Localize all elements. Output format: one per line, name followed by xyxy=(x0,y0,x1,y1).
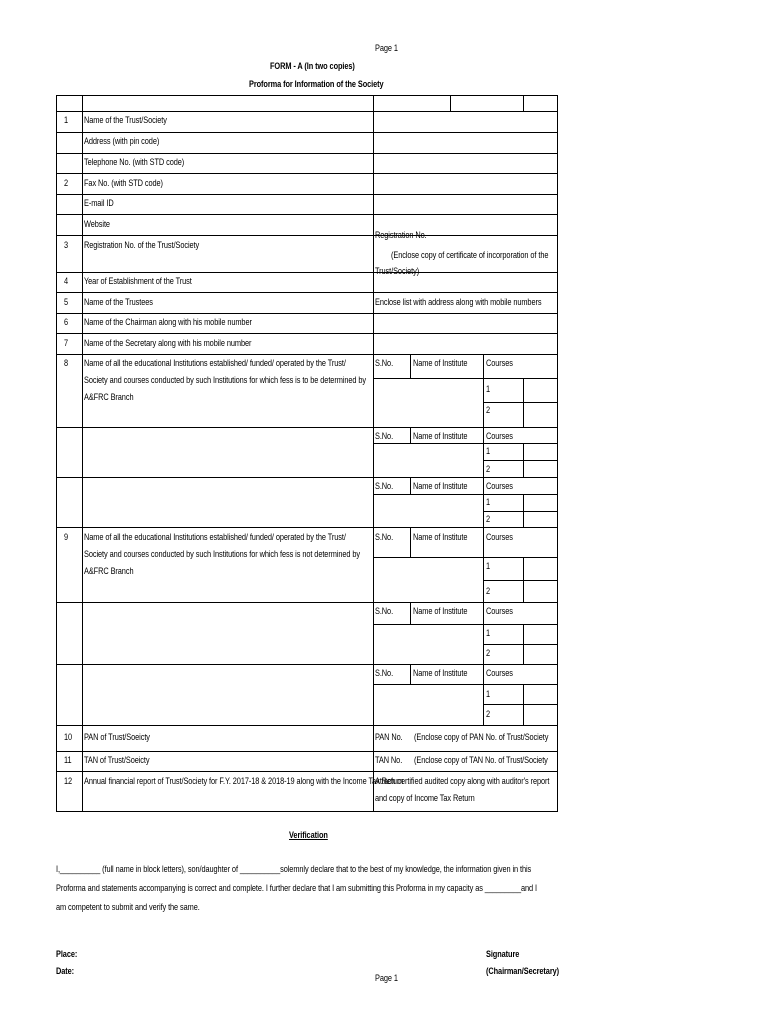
row-5-value: Enclose list with address along with mobile numbers xyxy=(375,297,542,307)
row-4-number: 4 xyxy=(64,276,69,286)
row-8-label: Name of all the educational Institutions established/ funded/ operated by the Trust/ Society and courses conducted by such Institutions for which fess is to be determined by A&FRC Branch xyxy=(84,358,366,402)
sno-header: S.No. xyxy=(375,606,394,616)
registration-note-end: Trust/Society) xyxy=(375,266,420,276)
row-9-label: Name of all the educational Institutions established/ funded/ operated by the Trust/ Society and courses conducted by such Institutions for which fess is not determined by A&FRC Branch xyxy=(84,532,361,576)
courses-header: Courses xyxy=(486,358,513,368)
row-7-number: 7 xyxy=(64,338,69,348)
institute-name-header: Name of Institute xyxy=(413,431,468,441)
row-8-number: 8 xyxy=(64,358,69,368)
courses-header: Courses xyxy=(486,481,513,491)
courses-header: Courses xyxy=(486,606,513,616)
pan-note: (Enclose copy of PAN No. of Trust/Society xyxy=(414,732,549,742)
date-label: Date: xyxy=(56,966,75,976)
row-2-label: Fax No. (with STD code) xyxy=(84,178,163,188)
institute-name-header: Name of Institute xyxy=(413,358,468,368)
course-1: 1 xyxy=(486,561,491,571)
institute-name-header: Name of Institute xyxy=(413,668,468,678)
course-1: 1 xyxy=(486,384,491,394)
course-2: 2 xyxy=(486,586,491,596)
signatory-role: (Chairman/Secretary) xyxy=(486,966,560,976)
course-2: 2 xyxy=(486,514,491,524)
address-label: Address (with pin code) xyxy=(84,136,160,146)
registration-no-text: Registration No. xyxy=(375,230,427,240)
sno-header: S.No. xyxy=(375,668,394,678)
page-number-bottom: Page 1 xyxy=(375,973,398,983)
telephone-label: Telephone No. (with STD code) xyxy=(84,157,185,167)
row-10-number: 10 xyxy=(64,732,73,742)
row-4-label: Year of Establishment of the Trust xyxy=(84,276,192,286)
institute-name-header: Name of Institute xyxy=(413,481,468,491)
page-number-top: Page 1 xyxy=(375,43,398,53)
row-5-number: 5 xyxy=(64,297,69,307)
sno-header: S.No. xyxy=(375,431,394,441)
course-1: 1 xyxy=(486,446,491,456)
row-11-number: 11 xyxy=(64,755,72,765)
sno-header: S.No. xyxy=(375,481,394,491)
row-1-number: 1 xyxy=(64,115,69,125)
row-3-label: Registration No. of the Trust/Society xyxy=(84,240,200,250)
course-1: 1 xyxy=(486,689,491,699)
courses-header: Courses xyxy=(486,668,513,678)
row-7-label: Name of the Secretary along with his mobile number xyxy=(84,338,252,348)
website-label: Website xyxy=(84,219,110,229)
row-3-value-clip xyxy=(374,230,556,276)
row-3-number: 3 xyxy=(64,240,69,250)
row-6-label: Name of the Chairman along with his mobile number xyxy=(84,317,252,327)
tan-prefix: TAN No. xyxy=(375,755,403,765)
pan-prefix: PAN No. xyxy=(375,732,403,742)
row-12-value: Attach certified audited copy along with auditor's report and copy of Income Tax Return xyxy=(375,776,550,803)
row-12-number: 12 xyxy=(64,776,73,786)
row-2-number: 2 xyxy=(64,178,69,188)
row-1-label: Name of the Trust/Society xyxy=(84,115,167,125)
courses-header: Courses xyxy=(486,532,513,542)
verification-title: Verification xyxy=(289,830,328,840)
sno-header: S.No. xyxy=(375,358,394,368)
course-2: 2 xyxy=(486,648,491,658)
institute-name-header: Name of Institute xyxy=(413,532,468,542)
course-1: 1 xyxy=(486,628,491,638)
courses-header: Courses xyxy=(486,431,513,441)
course-2: 2 xyxy=(486,709,491,719)
row-11-label: TAN of Trust/Soeicty xyxy=(84,755,150,765)
form-title: FORM - A (In two copies) xyxy=(270,61,355,71)
course-2: 2 xyxy=(486,464,491,474)
row-5-label: Name of the Trustees xyxy=(84,297,153,307)
row-6-number: 6 xyxy=(64,317,69,327)
row-12-label: Annual financial report of Trust/Society for F.Y. 2017-18 & 2018-19 along with the Income Tax Return xyxy=(84,776,404,786)
course-2: 2 xyxy=(486,405,491,415)
sno-header: S.No. xyxy=(375,532,394,542)
verification-body: I,__________ (full name in block letters), son/daughter of __________solemnly declare that to the best of my knowledge, the information given in this Proforma and statements accompanying is correct and complete. I further declare that I am submitting this Proforma in my capacity as _________and I am competent to submit and verify the same. xyxy=(56,864,538,912)
form-subtitle: Proforma for Information of the Society xyxy=(249,79,384,89)
row-9-number: 9 xyxy=(64,532,69,542)
course-1: 1 xyxy=(486,497,491,507)
email-label: E-mail ID xyxy=(84,198,114,208)
signature-label: Signature xyxy=(486,949,520,959)
row-10-label: PAN of Trust/Soeicty xyxy=(84,732,150,742)
tan-note: (Enclose copy of TAN No. of Trust/Society xyxy=(414,755,548,765)
registration-note: (Enclose copy of certificate of incorporation of the xyxy=(391,250,549,260)
place-label: Place: xyxy=(56,949,78,959)
institute-name-header: Name of Institute xyxy=(413,606,468,616)
